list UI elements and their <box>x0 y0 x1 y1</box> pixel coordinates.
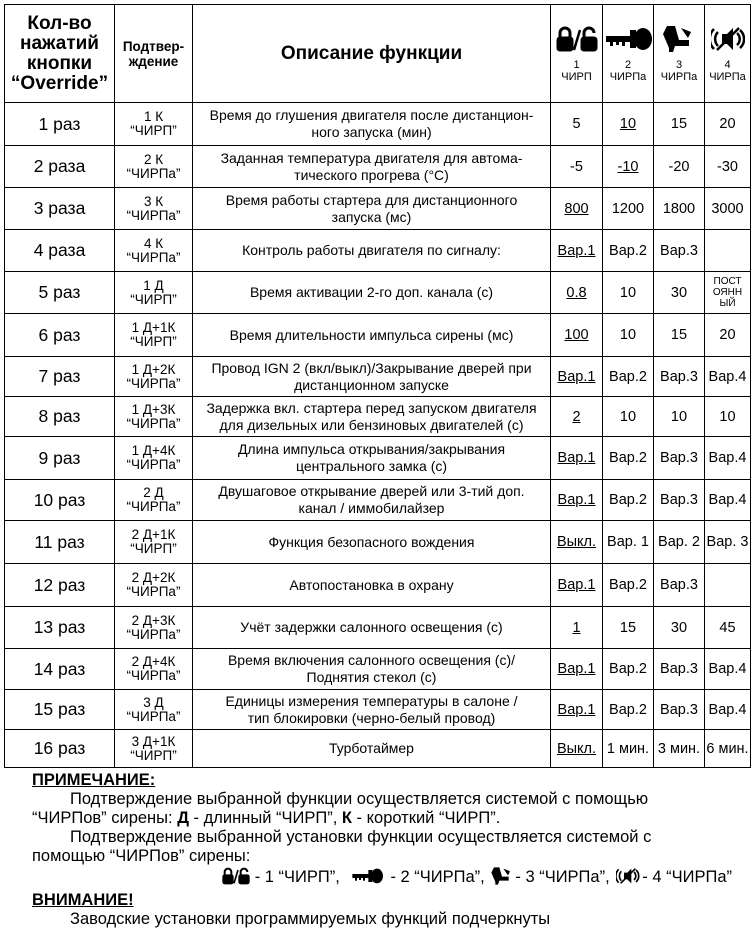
press-count-cell: 13 раз <box>5 607 115 649</box>
factory-default-value: Вар.1 <box>557 242 596 259</box>
factory-default-value: Выкл. <box>556 534 597 550</box>
function-description-cell: Двушаговое открывание дверей или 3-тий доп. канал / иммобилайзер <box>193 480 551 521</box>
note-paragraph-1: Подтверждение выбранной функции осуществляется системой с помощью “ЧИРПов” сирены: Д - длинный “ЧИРП”, К - короткий “ЧИРП”. <box>32 790 649 827</box>
header-chirp-3: 3 ЧИРПа <box>654 5 705 103</box>
function-description-cell: Время включения салонного освещения (с)/ Поднятия стекол (с) <box>193 649 551 690</box>
option-value-cell <box>551 649 603 690</box>
option-value: 1 мин. <box>606 740 650 757</box>
press-count-cell: 1 раз <box>5 103 115 146</box>
option-value-cell <box>551 437 603 480</box>
option-value-cell <box>705 480 751 521</box>
press-count-cell: 14 раз <box>5 649 115 690</box>
function-description-cell: Единицы измерения температуры в салоне / тип блокировки (черно-белый провод) <box>193 690 551 730</box>
option-value-cell <box>654 272 705 314</box>
table-row <box>5 607 751 649</box>
table-row <box>5 649 751 690</box>
option-value-cell <box>705 730 751 768</box>
function-description-cell: Контроль работы двигателя по сигналу: <box>193 230 551 272</box>
option-value: 20 <box>719 116 736 132</box>
press-count-cell: 12 раз <box>5 564 115 607</box>
option-value-cell <box>551 397 603 437</box>
option-value: ПОСТ ОЯНН ЫЙ <box>712 276 743 309</box>
option-value-cell <box>603 357 654 397</box>
option-value-cell <box>603 730 654 768</box>
table-row <box>5 146 751 188</box>
option-value: Вар.2 <box>609 368 647 385</box>
function-description-cell: Длина импульса открывания/закрывания центрального замка (с) <box>193 437 551 480</box>
lock-unlock-icon <box>551 24 602 54</box>
option-value-cell <box>603 103 654 146</box>
option-value-cell <box>603 521 654 564</box>
table-body <box>5 103 751 768</box>
press-count-cell: 16 раз <box>5 730 115 768</box>
option-value: Вар.4 <box>708 450 747 466</box>
function-description-cell: Время работы стартера для дистанционного запуска (мс) <box>193 188 551 230</box>
press-count-cell: 6 раз <box>5 314 115 357</box>
table-row <box>5 314 751 357</box>
option-value: Вар.2 <box>609 577 647 593</box>
option-value-cell <box>603 146 654 188</box>
option-value: Вар.4 <box>708 661 747 677</box>
confirmation-cell: 3 Д+1К “ЧИРП” <box>115 730 193 768</box>
table-row <box>5 272 751 314</box>
option-value: -20 <box>668 158 690 175</box>
option-value-cell <box>551 564 603 607</box>
key-icon <box>346 866 388 891</box>
table-row <box>5 564 751 607</box>
option-value: Вар.4 <box>708 368 747 385</box>
option-value-cell <box>705 607 751 649</box>
option-value-cell <box>705 146 751 188</box>
option-value-cell <box>551 730 603 768</box>
function-description-cell: Турботаймер <box>193 730 551 768</box>
press-count-cell: 9 раз <box>5 437 115 480</box>
option-value-cell <box>603 607 654 649</box>
option-value: Вар.3 <box>660 577 698 593</box>
header-chirp-2: 2 ЧИРПа <box>603 5 654 103</box>
factory-default-value: Вар.1 <box>557 492 596 508</box>
factory-default-value: 10 <box>619 116 637 132</box>
option-value: 10 <box>619 408 637 425</box>
option-value: Вар.4 <box>708 701 747 718</box>
option-value: 20 <box>719 327 736 343</box>
option-value: Вар.3 <box>660 701 698 718</box>
option-value-cell <box>603 649 654 690</box>
press-count-cell: 7 раз <box>5 357 115 397</box>
table-row <box>5 397 751 437</box>
option-value-cell <box>603 480 654 521</box>
factory-default-value: 0.8 <box>566 284 587 301</box>
option-value-cell <box>705 690 751 730</box>
option-value: Вар.2 <box>609 242 647 259</box>
option-value-cell <box>654 564 705 607</box>
function-description-cell: Заданная температура двигателя для автома- тического прогрева (°С) <box>193 146 551 188</box>
option-value: Вар. 2 <box>658 534 700 550</box>
notes-section <box>32 771 732 929</box>
option-value-cell <box>551 480 603 521</box>
press-count-cell: 8 раз <box>5 397 115 437</box>
header-press-count: Кол-во нажатий кнопки “Override” <box>5 5 115 103</box>
table-row <box>5 480 751 521</box>
programmable-functions-table <box>4 4 751 768</box>
siren-speaker-icon <box>705 24 750 54</box>
option-value: 3 мин. <box>657 740 701 757</box>
press-count-cell: 4 раза <box>5 230 115 272</box>
factory-default-value: 1 <box>572 619 581 636</box>
option-value: Вар.2 <box>609 492 647 508</box>
confirmation-cell: 4 К “ЧИРПа” <box>115 230 193 272</box>
option-value: 15 <box>670 116 688 132</box>
option-value: Вар. 3 <box>706 534 749 550</box>
option-value: 1200 <box>611 200 645 217</box>
option-value-cell <box>654 690 705 730</box>
option-value-cell <box>603 437 654 480</box>
table-row <box>5 690 751 730</box>
option-value: Вар.3 <box>660 492 698 508</box>
option-value-cell <box>654 314 705 357</box>
option-value: 30 <box>670 619 688 636</box>
lock-unlock-icon <box>219 866 253 891</box>
option-value-cell <box>705 397 751 437</box>
option-value-cell <box>551 521 603 564</box>
note-paragraph-2: Подтверждение выбранной установки функции осуществляется системой с помощью “ЧИРПов” сирены: <box>32 828 652 865</box>
confirmation-cell: 1 К “ЧИРП” <box>115 103 193 146</box>
table-row <box>5 437 751 480</box>
option-value-cell <box>654 730 705 768</box>
option-value: Вар. 1 <box>607 534 649 550</box>
option-value-cell <box>654 521 705 564</box>
option-value-cell <box>551 357 603 397</box>
option-value: 45 <box>719 619 736 636</box>
function-description-cell: Функция безопасного вождения <box>193 521 551 564</box>
option-value-cell <box>551 314 603 357</box>
option-value-cell <box>551 690 603 730</box>
header-chirp-1: 1 ЧИРП <box>551 5 603 103</box>
option-value: Вар.3 <box>660 661 698 677</box>
option-value: 30 <box>670 284 688 301</box>
option-value: -30 <box>717 158 738 175</box>
option-value-cell <box>551 103 603 146</box>
option-value: Вар.2 <box>609 661 647 677</box>
option-value-cell <box>705 230 751 272</box>
option-value-cell <box>551 272 603 314</box>
table-row <box>5 357 751 397</box>
option-value: 10 <box>719 408 736 425</box>
table-row <box>5 521 751 564</box>
factory-default-value: Выкл. <box>556 740 597 757</box>
option-value-cell <box>705 103 751 146</box>
option-value-cell <box>603 314 654 357</box>
option-value: -5 <box>570 158 583 175</box>
option-value-cell <box>603 188 654 230</box>
option-value-cell <box>654 607 705 649</box>
chirp-legend: - 1 “ЧИРП”, - 2 “ЧИРПа”, - 3 “ЧИРПа”, - 4 “ЧИРПа” <box>32 866 732 891</box>
function-description-cell: Автопостановка в охрану <box>193 564 551 607</box>
option-value-cell <box>654 649 705 690</box>
car-seat-icon <box>654 24 704 54</box>
table-row <box>5 188 751 230</box>
option-value: 6 мин. <box>706 740 749 757</box>
option-value: Вар.3 <box>660 242 698 259</box>
option-value-cell <box>654 146 705 188</box>
confirmation-cell: 2 Д+2К “ЧИРПа” <box>115 564 193 607</box>
option-value-cell <box>551 188 603 230</box>
option-value-cell <box>603 564 654 607</box>
option-value-cell <box>654 480 705 521</box>
press-count-cell: 11 раз <box>5 521 115 564</box>
function-description-cell: Время активации 2-го доп. канала (с) <box>193 272 551 314</box>
factory-default-value: 100 <box>564 327 589 343</box>
option-value-cell <box>551 607 603 649</box>
option-value-cell <box>603 230 654 272</box>
press-count-cell: 2 раза <box>5 146 115 188</box>
option-value-cell <box>705 564 751 607</box>
confirmation-cell: 2 Д “ЧИРПа” <box>115 480 193 521</box>
factory-default-value: Вар.1 <box>557 701 596 718</box>
confirmation-cell: 3 К “ЧИРПа” <box>115 188 193 230</box>
option-value: 10 <box>619 327 637 343</box>
option-value-cell <box>654 103 705 146</box>
option-value: Вар.3 <box>660 450 698 466</box>
option-value-cell <box>654 357 705 397</box>
confirmation-cell: 1 Д+2К “ЧИРПа” <box>115 357 193 397</box>
option-value-cell <box>654 397 705 437</box>
option-value-cell <box>654 188 705 230</box>
factory-default-value: Вар.1 <box>557 661 596 677</box>
option-value-cell <box>705 521 751 564</box>
option-value-cell <box>705 314 751 357</box>
option-value-cell <box>603 397 654 437</box>
factory-default-value: 2 <box>572 408 581 425</box>
option-value-cell <box>705 188 751 230</box>
option-value: 10 <box>670 408 688 425</box>
confirmation-cell: 2 К “ЧИРПа” <box>115 146 193 188</box>
factory-default-value: Вар.1 <box>557 450 596 466</box>
car-seat-icon <box>491 866 513 891</box>
warning-title: ВНИМАНИЕ! <box>32 891 134 909</box>
option-value: Вар.3 <box>660 368 698 385</box>
warning-text: Заводские установки программируемых функций подчеркнуты <box>70 910 551 928</box>
option-value-cell <box>603 690 654 730</box>
option-value-cell <box>654 437 705 480</box>
confirmation-cell: 3 Д “ЧИРПа” <box>115 690 193 730</box>
option-value: 10 <box>619 284 637 301</box>
option-value-cell <box>654 230 705 272</box>
function-description-cell: Задержка вкл. стартера перед запуском двигателя для дизельных или бензиновых двигателей (с) <box>193 397 551 437</box>
header-description: Описание функции <box>193 5 551 103</box>
option-value-cell <box>603 272 654 314</box>
confirmation-cell: 2 Д+4К “ЧИРПа” <box>115 649 193 690</box>
table-row <box>5 103 751 146</box>
factory-default-value: 800 <box>564 200 589 217</box>
option-value: Вар.2 <box>609 701 647 718</box>
option-value: 5 <box>572 116 581 132</box>
table-header-row <box>5 5 751 103</box>
factory-default-value: -10 <box>617 158 639 175</box>
function-description-cell: Провод IGN 2 (вкл/выкл)/Закрывание дверей при дистанционном запуске <box>193 357 551 397</box>
option-value-cell <box>705 272 751 314</box>
press-count-cell: 10 раз <box>5 480 115 521</box>
option-value-cell <box>705 357 751 397</box>
confirmation-cell: 2 Д+1К “ЧИРП” <box>115 521 193 564</box>
header-chirp-4: 4 ЧИРПа <box>705 5 751 103</box>
factory-default-value: Вар.1 <box>557 577 596 593</box>
confirmation-cell: 1 Д+3К “ЧИРПа” <box>115 397 193 437</box>
function-description-cell: Время до глушения двигателя после дистанцион- ного запуска (мин) <box>193 103 551 146</box>
table-row <box>5 230 751 272</box>
press-count-cell: 5 раз <box>5 272 115 314</box>
press-count-cell: 15 раз <box>5 690 115 730</box>
key-icon <box>603 24 653 54</box>
factory-default-value: Вар.1 <box>557 368 596 385</box>
option-value: 15 <box>670 327 688 343</box>
option-value: 15 <box>619 619 637 636</box>
function-description-cell: Учёт задержки салонного освещения (с) <box>193 607 551 649</box>
option-value-cell <box>551 230 603 272</box>
option-value: 1800 <box>662 200 696 217</box>
confirmation-cell: 1 Д+1К “ЧИРП” <box>115 314 193 357</box>
option-value: Вар.2 <box>609 450 647 466</box>
table-row <box>5 730 751 768</box>
confirmation-cell: 1 Д “ЧИРП” <box>115 272 193 314</box>
confirmation-cell: 2 Д+3К “ЧИРПа” <box>115 607 193 649</box>
header-confirmation: Подтвер- ждение <box>115 5 193 103</box>
option-value-cell <box>705 649 751 690</box>
note-title: ПРИМЕЧАНИЕ: <box>32 771 156 789</box>
option-value: 3000 <box>711 200 744 217</box>
confirmation-cell: 1 Д+4К “ЧИРПа” <box>115 437 193 480</box>
function-description-cell: Время длительности импульса сирены (мс) <box>193 314 551 357</box>
option-value: Вар.4 <box>708 492 747 508</box>
option-value-cell <box>551 146 603 188</box>
option-value-cell <box>705 437 751 480</box>
press-count-cell: 3 раза <box>5 188 115 230</box>
siren-speaker-icon <box>616 866 640 891</box>
